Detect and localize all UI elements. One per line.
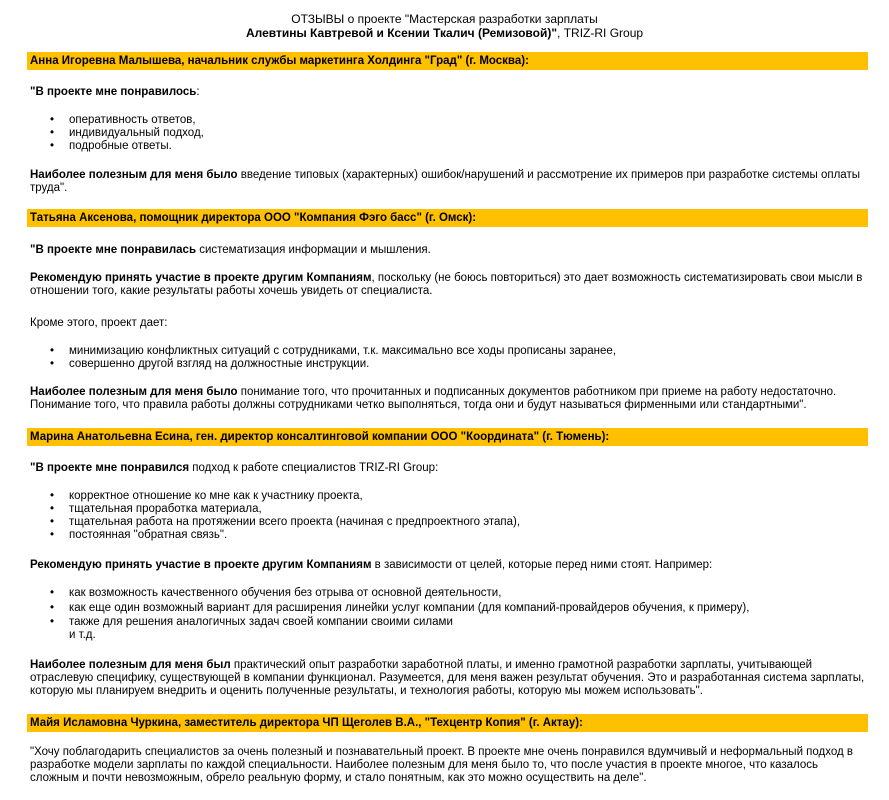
review-3-bullet-list-1: [30, 490, 870, 542]
review-1-p2-rest: введение типовых (характерных) ошибок/нарушений и рассмотрение их примеров при разработке системы оплаты труда".: [30, 169, 860, 194]
list-item-text: оперативность ответов,: [69, 114, 196, 126]
list-item: [30, 345, 870, 358]
review-1-paragraph-1: [30, 86, 870, 99]
review-2-p4-bold: Наиболее полезным для меня было: [30, 386, 238, 398]
list-item: [30, 358, 870, 371]
document-title: [0, 12, 889, 40]
bullet-icon: •: [50, 358, 55, 370]
review-1-p1-rest: :: [196, 86, 200, 98]
review-3-p2-bold: Рекомендую принять участие в проекте другим Компаниям: [30, 559, 372, 571]
review-1-bullet-list: [30, 114, 870, 153]
list-item: [30, 529, 870, 542]
list-item-text: также для решения аналогичных задач своей компании своими силами: [69, 616, 453, 628]
list-item: [30, 140, 870, 153]
review-3-paragraph-3: [30, 659, 870, 698]
review-3-paragraph-2: [30, 559, 870, 572]
bullet-icon: •: [50, 529, 55, 541]
review-2-p2-rest: , поскольку (не боюсь повториться) это дает возможность систематизировать свои мысли в отношении того, какие результаты работы хочешь увидеть от специалиста.: [30, 272, 863, 297]
review-3-paragraph-1: [30, 462, 870, 475]
bullet-icon: •: [50, 602, 55, 614]
list-item: [30, 601, 870, 616]
list-item: [30, 114, 870, 127]
list-item-text: как возможность качественного обучения без отрыва от основной деятельности,: [69, 587, 502, 599]
review-header-2: Татьяна Аксенова, помощник директора ООО "Компания Фэго басс" (г. Омск):: [27, 209, 868, 227]
list-item: [30, 616, 870, 642]
list-item-text: как еще один возможный вариант для расширения линейки услуг компании (для компаний-провайдеров обучения, к примеру),: [69, 602, 750, 614]
bullet-icon: •: [50, 345, 55, 357]
review-header-3: Марина Анатольевна Есина, ген. директор консалтинговой компании ООО "Координата" (г. Тюмень):: [27, 428, 868, 446]
list-item-text: тщательная проработка материала,: [69, 503, 262, 515]
review-2-paragraph-1: [30, 244, 870, 257]
review-2-paragraph-4: [30, 386, 870, 412]
title-line-2-rest: , TRIZ-RI Group: [557, 26, 644, 40]
review-1-p1-bold: "В проекте мне понравилось: [30, 86, 197, 98]
review-3-p1-bold: "В проекте мне понравился: [30, 462, 190, 474]
list-item-text: минимизацию конфликтных ситуаций с сотрудниками, т.к. максимально все ходы прописаны заранее,: [69, 345, 617, 357]
review-header-1: Анна Игоревна Малышева, начальник службы маркетинга Холдинга "Град" (г. Москва):: [27, 52, 868, 70]
bullet-icon: •: [50, 114, 55, 126]
review-3-p3-rest: практический опыт разработки заработной платы, и именно грамотной разработки зарплаты, учитывающей отраслевую специфику, существующей в компании функционал. Разумеется, для меня важен результат обучения. Это и разработанная система зарплаты, которую мы планируем внедрить и оценить полученные результаты, и технология работы, которую мы можем использовать".: [30, 659, 865, 697]
review-header-4: Майя Исламовна Чуркина, заместитель директора ЧП Щеголев В.А., "Техцентр Копия" (г. Актау):: [27, 714, 868, 732]
title-line-1: ОТЗЫВЫ о проекте "Мастерская разработки зарплаты: [291, 12, 598, 26]
title-line-2: [0, 26, 889, 40]
list-item: [30, 503, 870, 516]
review-2-p1-bold: "В проекте мне понравилась: [30, 244, 197, 256]
bullet-icon: •: [50, 127, 55, 139]
list-item: [30, 490, 870, 503]
list-item: [30, 586, 870, 601]
bullet-icon: •: [50, 503, 55, 515]
review-3-bullet-list-2: [30, 586, 870, 642]
list-item-text: корректное отношение ко мне как к участнику проекта,: [69, 490, 363, 502]
list-item: [30, 516, 870, 529]
title-line-2-bold: Алевтины Кавтревой и Ксении Ткалич (Ремизовой)": [245, 26, 558, 40]
list-item-text: индивидуальный подход,: [69, 127, 204, 139]
review-2-bullet-list: [30, 345, 870, 371]
bullet-icon: •: [50, 140, 55, 152]
list-item-text: тщательная работа на протяжении всего проекта (начиная с предпроектного этапа),: [69, 516, 521, 528]
list-item: [30, 127, 870, 140]
review-3-p2-rest: в зависимости от целей, которые перед ними стоят. Например:: [371, 559, 713, 571]
bullet-icon: •: [50, 516, 55, 528]
review-2-paragraph-2: [30, 272, 870, 298]
bullet-icon: •: [50, 490, 55, 502]
review-2-p2-bold: Рекомендую принять участие в проекте другим Компаниям: [30, 272, 372, 284]
bullet-icon: •: [50, 616, 55, 628]
list-item-text: совершенно другой взгляд на должностные инструкции.: [69, 358, 370, 370]
bullet-icon: •: [50, 587, 55, 599]
review-4-paragraph-1: "Хочу поблагодарить специалистов за очень полезный и познавательный проект. В проекте мне очень понравился вдумчивый и неформальный подход в разработке модели зарплаты по каждой специальности. Наиболее полезным для меня было то, что после участия в проекте многое, что казалось сложным и почти невозможным, обрело реальную форму, и стало понятным, как это можно осуществить на деле".: [30, 746, 854, 784]
list-item-text: подробные ответы.: [69, 140, 172, 152]
list-item-text: постоянная "обратная связь".: [69, 529, 228, 541]
review-1-p2-bold: Наиболее полезным для меня было: [30, 169, 238, 181]
list-item-text-continuation: и т.д.: [69, 629, 96, 641]
review-2-paragraph-3: Кроме этого, проект дает:: [30, 317, 168, 329]
review-3-p3-bold: Наиболее полезным для меня был: [30, 659, 231, 671]
review-2-p1-rest: систематизация информации и мышления.: [196, 244, 431, 256]
review-1-paragraph-2: [30, 169, 870, 195]
review-3-p1-rest: подход к работе специалистов TRIZ-RI Group:: [189, 462, 439, 474]
review-2-p4-rest: понимание того, что прочитанных и подписанных документов работником при приеме на работу недостаточно. Понимание того, что правила работы должны сотрудниками четко выполняться, тогда они и будут называться фирменными или стандартными".: [30, 386, 837, 411]
